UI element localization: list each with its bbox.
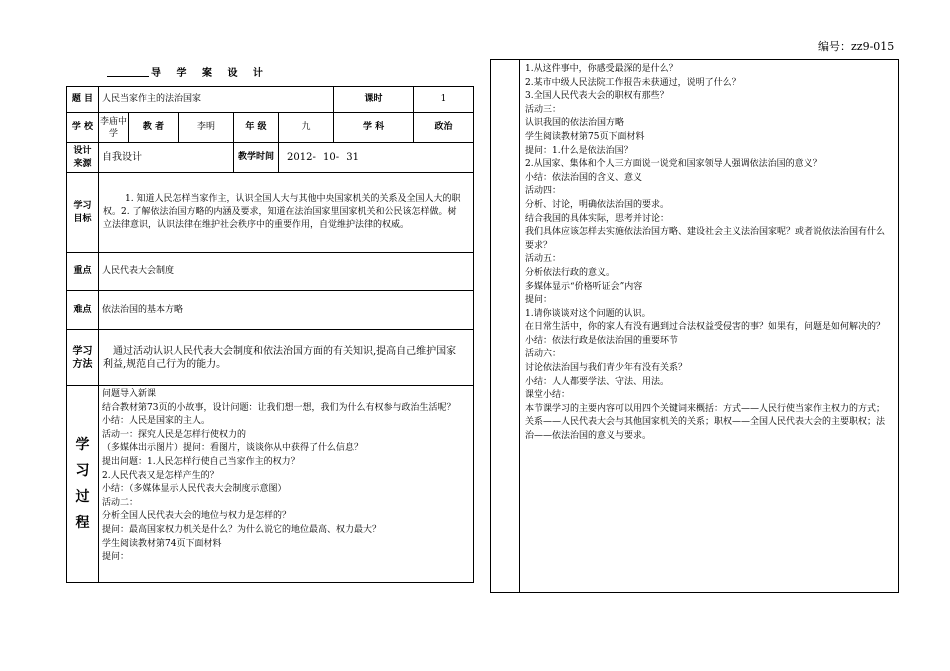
continuation-line: 1.从这件事中，你感受最深的是什么？ <box>525 64 678 74</box>
topic-value: 人民当家作主的法治国家 <box>99 87 334 113</box>
topic-label: 题 目 <box>67 87 99 113</box>
continuation-line: 小结：依法行政是依法治国的重要环节 <box>525 335 679 346</box>
process-line: 提问：最高国家权力机关是什么？为什么说它的地位最高、权力最大？ <box>102 524 382 535</box>
continuation-line: 提问： <box>525 295 553 306</box>
time-label: 教学时间 <box>234 143 279 173</box>
process-line: 提出问题：1.人民怎样行使自己当家作主的权力？ <box>102 456 300 467</box>
form-title-text: 导 学 案 设 计 <box>151 68 269 79</box>
process-line: 提问： <box>102 552 130 563</box>
continuation-line: 讨论依法治国与我们青少年有没有关系？ <box>525 363 688 374</box>
process-line: 学生阅读教材第74页下面材料 <box>102 538 222 549</box>
continuation-line: 活动五： <box>525 254 562 265</box>
grade-label: 年 级 <box>234 113 279 143</box>
subject-label: 学 科 <box>334 113 414 143</box>
hours-label: 课时 <box>334 87 414 113</box>
continuation-line: 1.请你谈谈对这个问题的认识。 <box>525 308 651 319</box>
continuation-line: 多媒体显示“价格听证会”内容 <box>525 281 643 292</box>
continuation-box <box>490 59 899 593</box>
school-label: 学 校 <box>67 113 99 143</box>
method-label: 学习方法 <box>67 330 99 386</box>
teacher-label: 教 者 <box>129 113 179 143</box>
process-line: 结合教材第73页的小故事，设计问题：让我们想一想，我们为什么有权参与政治生活呢？ <box>102 402 456 413</box>
subject-value: 政治 <box>414 113 474 143</box>
continuation-line: 活动六： <box>525 349 562 360</box>
lesson-plan-table <box>66 86 474 583</box>
source-value: 自我设计 <box>99 143 234 173</box>
process-line: （多媒体出示图片）提问：看图片，谈谈你从中获得了什么信息？ <box>102 443 364 454</box>
continuation-line: 分析、讨论，明确依法治国的要求。 <box>525 199 670 210</box>
continuation-line: 课堂小结： <box>525 390 571 401</box>
continuation-line: 活动三： <box>525 104 562 115</box>
form-title <box>107 64 269 79</box>
difficulty-text: 依法治国的基本方略 <box>99 291 474 330</box>
document-number: 编号：zz9-015 <box>818 40 895 53</box>
key-point-label: 重点 <box>67 253 99 291</box>
continuation-line: 在日常生活中，你的家人有没有遇到过合法权益受侵害的事？如果有，问题是如何解决的？ <box>525 322 886 333</box>
method-text: 通过活动认识人民代表大会制度和依法治国方面的有关知识,提高自己维护国家利益,规范自己行为的能力。 <box>99 330 474 386</box>
left-margin-line <box>519 60 520 592</box>
continuation-line: 2.从国家、集体和个人三方面说一说党和国家领导人强调依法治国的意义？ <box>525 159 822 170</box>
continuation-line: 结合我国的具体实际，思考并讨论： <box>525 213 670 224</box>
process-line: 活动二： <box>102 497 139 508</box>
continuation-line: 提问：1.什么是依法治国？ <box>525 145 633 156</box>
process-line: 小结：人民是国家的主人。 <box>102 416 211 427</box>
continuation-line: 学生阅读教材第75页下面材料 <box>525 131 645 142</box>
process-line: 分析全国人民代表大会的地位与权力是怎样的？ <box>102 511 292 522</box>
continuation-line: 认识我国的依法治国方略 <box>525 118 625 129</box>
process-label: 学习过程 <box>67 386 99 583</box>
continuation-line: 本节课学习的主要内容可以用四个关键词来概括：方式——人民行使当家作主权力的方式；关系——人民代表大会与其他国家机关的关系；职权——全国人民代表大会的主要职权；法治——依法治国的意义与要求。 <box>525 403 886 442</box>
continuation-line: 小结：依法治国的含义、意义 <box>525 172 643 183</box>
key-point-text: 人民代表大会制度 <box>99 253 474 291</box>
continuation-line: 3.全国人民代表大会的职权有那些？ <box>525 91 669 102</box>
goals-text: 1. 知道人民怎样当家作主，认识全国人大与其他中央国家机关的关系及全国人大的职权。2. 了解依法治国方略的内涵及要求，知道在法治国家里国家机关和公民该怎样做。树立法律意识，认识法律在维护社会秩序中的重要作用，自觉维护法律的权威。 <box>99 173 474 253</box>
process-content <box>99 386 474 583</box>
school-value: 李庙中学 <box>99 113 129 143</box>
continuation-line: 活动四： <box>525 186 562 197</box>
continuation-line: 2.某市中级人民法院工作报告未获通过，说明了什么？ <box>525 77 741 88</box>
continuation-line: 分析依法行政的意义。 <box>525 267 616 278</box>
continuation-content <box>525 63 892 444</box>
title-blank-line <box>107 76 149 77</box>
process-lines <box>102 388 470 565</box>
hours-value: 1 <box>414 87 474 113</box>
process-line: 小结：（多媒体显示人民代表大会制度示意图） <box>102 484 287 495</box>
difficulty-label: 难点 <box>67 291 99 330</box>
continuation-line: 小结：人人都要学法、守法、用法。 <box>525 376 670 387</box>
process-line: 问题导入新课 <box>102 389 157 399</box>
source-label: 设计来源 <box>67 143 99 173</box>
teacher-value: 李明 <box>179 113 234 143</box>
time-value: 2012- 10- 31 <box>279 143 474 173</box>
process-line: 2.人民代表又是怎样产生的？ <box>102 470 219 481</box>
process-line: 活动一：探究人民是怎样行使权力的 <box>102 429 247 440</box>
continuation-line: 我们具体应该怎样去实施依法治国方略、建设社会主义法治国家呢？或者说依法治国有什么要求？ <box>525 227 886 251</box>
grade-value: 九 <box>279 113 334 143</box>
goals-label: 学习目标 <box>67 173 99 253</box>
